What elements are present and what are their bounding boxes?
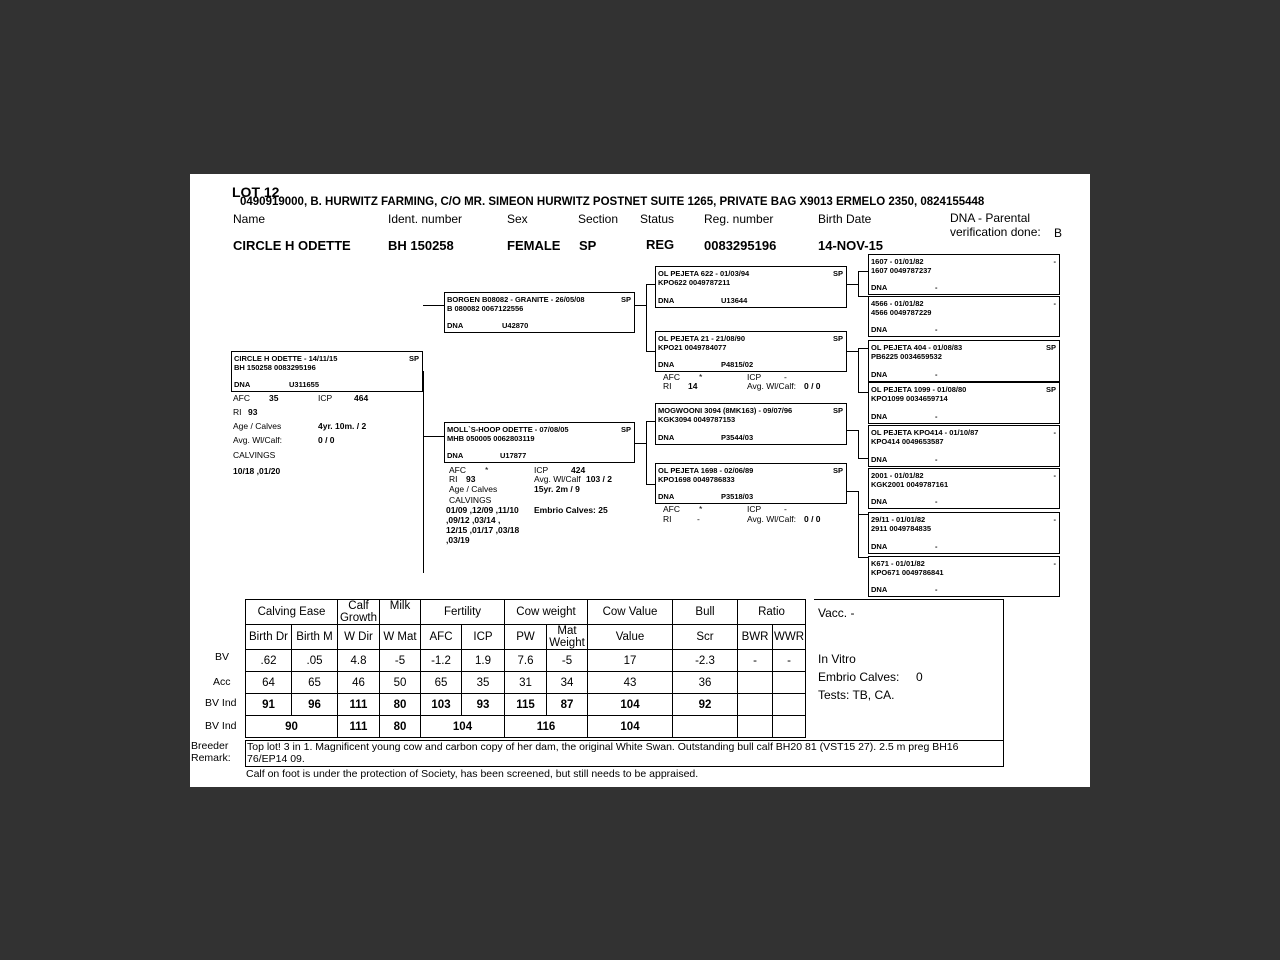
animal-avg: 0 / 0: [318, 435, 335, 445]
animal-title: CIRCLE H ODETTE - 14/11/15: [234, 354, 338, 363]
gp-title: OL PEJETA 1698 - 02/06/89: [658, 466, 754, 475]
ggp-id: 1607 0049787237: [871, 266, 932, 275]
bv-cell: -2.3: [673, 650, 738, 672]
dam-calvings-line: 12/15 ,01/17 ,03/18: [446, 525, 520, 535]
ind-cell: [773, 694, 806, 716]
value-dna: B: [1054, 226, 1063, 240]
pedigree-box-ggp: [868, 512, 1060, 554]
dam-dna-label: DNA: [447, 451, 464, 460]
acc-cell: 46: [338, 672, 380, 694]
value-reg: 0083295196: [704, 238, 777, 253]
animal-dna-value: U311655: [289, 380, 320, 389]
remark-line: Top lot! 3 in 1. Magnificent young cow and carbon copy of her dam, the original White Swan. Outstanding bull calf BH20 81 (VST15 27). 2.5 m preg BH16: [247, 741, 959, 753]
gp-afc-label: AFC: [663, 372, 680, 382]
dam-embrio-calves: Embrio Calves: 25: [534, 505, 608, 515]
dam-afc-label: AFC: [449, 465, 466, 475]
pedigree-box-grandsire-maternal: [655, 403, 847, 445]
col-birth-m: Birth M: [292, 625, 338, 650]
label-name: Name: [233, 212, 266, 226]
animal-icp-label: ICP: [318, 393, 333, 403]
acc-cell: 65: [292, 672, 338, 694]
gp-icp-label: ICP: [747, 504, 762, 514]
ind-cell: [738, 694, 773, 716]
ggp-section: -: [1053, 257, 1056, 266]
gp-section: SP: [832, 269, 843, 278]
group-bull: Bull: [673, 600, 738, 625]
ind-cell: 87: [547, 694, 588, 716]
animal-avg-label: Avg. Wl/Calf:: [233, 435, 282, 445]
gp-ri-label: RI: [663, 381, 672, 391]
ind-cell: 115: [505, 694, 547, 716]
remark-line: 76/EP14 09.: [247, 753, 305, 765]
ggp-dna-value: -: [935, 497, 938, 506]
ind-cell: 103: [421, 694, 462, 716]
ind2-cell: [738, 716, 773, 738]
animal-calvings: 10/18 ,01/20: [233, 466, 281, 476]
ggp-id: PB6225 0034659532: [871, 352, 942, 361]
gp-id: KPO622 0049787211: [658, 278, 731, 287]
gp-dna-value: P3518/03: [721, 492, 754, 501]
pedigree-box-granddam-maternal: [655, 463, 847, 504]
gp-ri-label: RI: [663, 514, 672, 524]
lot-document: [190, 174, 1090, 787]
ind2-cell: 104: [588, 716, 673, 738]
ind-cell: 104: [588, 694, 673, 716]
ggp-dna-label: DNA: [871, 585, 888, 594]
gp-icp: -: [784, 372, 787, 382]
dam-calvings-line: ,09/12 ,03/14 ,: [446, 515, 501, 525]
bv-cell: -5: [547, 650, 588, 672]
col-w-dir: W Dir: [338, 625, 380, 650]
col-mat-weight: [547, 625, 588, 650]
dam-dna-value: U17877: [500, 451, 527, 460]
sire-section: SP: [620, 295, 631, 304]
acc-cell: 36: [673, 672, 738, 694]
label-dna-verification: verification done:: [950, 225, 1041, 239]
row-bv-ind: [246, 694, 806, 716]
sire-dna-value: U42870: [502, 321, 529, 330]
value-status: REG: [646, 237, 675, 252]
col-w-mat: W Mat: [380, 625, 421, 650]
ggp-section: -: [1053, 515, 1056, 524]
col-afc: AFC: [421, 625, 462, 650]
dam-calvings-label: CALVINGS: [449, 495, 492, 505]
ind-cell: 80: [380, 694, 421, 716]
gp-avg: 0 / 0: [804, 514, 821, 524]
bv-cell: 7.6: [505, 650, 547, 672]
pedigree-box-grandsire-paternal: [655, 266, 847, 308]
gp-dna-value: U13644: [721, 296, 748, 305]
acc-cell: 34: [547, 672, 588, 694]
bv-cell: 4.8: [338, 650, 380, 672]
ggp-dna-label: DNA: [871, 497, 888, 506]
ind-cell: 93: [462, 694, 505, 716]
gp-dna-value: P4815/02: [721, 360, 754, 369]
ggp-section: SP: [1045, 343, 1056, 352]
ggp-title: 4566 - 01/01/82: [871, 299, 924, 308]
animal-icp: 464: [354, 393, 369, 403]
row-label-bv-ind: BV Ind: [205, 697, 237, 709]
dam-calvings-line: 01/09 ,12/09 ,11/10: [446, 505, 519, 515]
label-sex: Sex: [507, 212, 528, 226]
footer-note: Calf on foot is under the protection of Society, has been screened, but still needs to be appraised.: [246, 768, 699, 780]
gp-title: OL PEJETA 622 - 01/03/94: [658, 269, 750, 278]
gp-icp: -: [784, 504, 787, 514]
tests-text: Tests: TB, CA.: [818, 688, 895, 702]
col-icp: ICP: [462, 625, 505, 650]
ggp-id: KPO414 0049653587: [871, 437, 944, 446]
gp-title: OL PEJETA 21 - 21/08/90: [658, 334, 745, 343]
ind-cell: 96: [292, 694, 338, 716]
remark-label: Remark:: [191, 752, 231, 764]
sire-id: B 080082 0067122556: [447, 304, 524, 313]
gp-afc-label: AFC: [663, 504, 680, 514]
ggp-id: KPO671 0049786841: [871, 568, 944, 577]
gp-avg: 0 / 0: [804, 381, 821, 391]
ind2-cell: [773, 716, 806, 738]
dam-title: MOLL`S-HOOP ODETTE - 07/08/05: [447, 425, 569, 434]
gp-icp-label: ICP: [747, 372, 762, 382]
animal-afc-label: AFC: [233, 393, 250, 403]
mat-weight-line: Mat: [557, 625, 577, 638]
embrio-calves-label: Embrio Calves:: [818, 670, 900, 684]
col-wwr: WWR: [773, 625, 806, 650]
pedigree-box-sire: [444, 292, 635, 333]
row-label-bv: BV: [215, 651, 230, 663]
acc-cell: 35: [462, 672, 505, 694]
value-birth: 14-NOV-15: [818, 238, 884, 253]
gp-avg-label: Avg. Wl/Calf:: [747, 381, 796, 391]
ggp-id: 4566 0049787229: [871, 308, 932, 317]
ggp-title: OL PEJETA 404 - 01/08/83: [871, 343, 963, 352]
group-calving-ease: Calving Ease: [246, 600, 338, 625]
ggp-dna-value: -: [935, 455, 938, 464]
lot-number: LOT 12: [232, 184, 280, 200]
label-reg: Reg. number: [704, 212, 774, 226]
acc-cell: 43: [588, 672, 673, 694]
gp-afc: *: [699, 372, 703, 382]
acc-cell: 50: [380, 672, 421, 694]
label-section: Section: [578, 212, 619, 226]
label-dna: DNA - Parental: [950, 211, 1031, 225]
value-name: CIRCLE H ODETTE: [233, 238, 351, 253]
ggp-id: KGK2001 0049787161: [871, 480, 949, 489]
acc-cell: 65: [421, 672, 462, 694]
pedigree-box-ggp: [868, 340, 1060, 382]
dam-avg: 103 / 2: [586, 474, 612, 484]
dam-icp: 424: [571, 465, 586, 475]
group-cow-weight: Cow weight: [505, 600, 588, 625]
pedigree-box-ggp: [868, 468, 1060, 509]
ggp-title: OL PEJETA 1099 - 01/08/80: [871, 385, 967, 394]
pedigree-box-ggp: [868, 556, 1060, 597]
sire-title: BORGEN B08082 - GRANITE - 26/05/08: [447, 295, 585, 304]
ggp-dna-label: DNA: [871, 283, 888, 292]
row-acc: [246, 672, 806, 694]
owner-line: 0490919000, B. HURWITZ FARMING, C/O MR. SIMEON HURWITZ POSTNET SUITE 1265, PRIVATE BAG X9013 ERMELO 2350, 0824155448: [240, 196, 985, 208]
dam-calvings-line: ,03/19: [446, 535, 470, 545]
animal-age-label: Age / Calves: [233, 421, 282, 431]
notes-panel: [814, 599, 1004, 742]
col-scr: Scr: [673, 625, 738, 650]
ggp-section: -: [1053, 428, 1056, 437]
bv-cell: -1.2: [421, 650, 462, 672]
gp-dna-label: DNA: [658, 296, 675, 305]
gp-id: KPO21 0049784077: [658, 343, 727, 352]
dam-age-label: Age / Calves: [449, 484, 498, 494]
animal-ri-label: RI: [233, 407, 242, 417]
ggp-dna-label: DNA: [871, 325, 888, 334]
ind-cell: 91: [246, 694, 292, 716]
dam-ri-label: RI: [449, 474, 458, 484]
ggp-section: -: [1053, 559, 1056, 568]
gp-dna-label: DNA: [658, 360, 675, 369]
animal-id: BH 150258 0083295196: [234, 363, 316, 372]
row-label-acc: Acc: [213, 676, 231, 688]
value-sex: FEMALE: [507, 238, 561, 253]
ggp-section: SP: [1045, 385, 1056, 394]
value-ident: BH 150258: [388, 238, 454, 253]
acc-cell: 64: [246, 672, 292, 694]
dam-age: 15yr. 2m / 9: [534, 484, 580, 494]
pedigree-box-ggp: [868, 425, 1060, 467]
pedigree-box-ggp: [868, 382, 1060, 424]
bv-cell: .05: [292, 650, 338, 672]
gp-dna-value: P3544/03: [721, 433, 754, 442]
ind-cell: 92: [673, 694, 738, 716]
animal-afc: 35: [269, 393, 279, 403]
ggp-title: 29/11 - 01/01/82: [871, 515, 926, 524]
ggp-dna-value: -: [935, 585, 938, 594]
ind2-cell: 111: [338, 716, 380, 738]
bv-cell: 17: [588, 650, 673, 672]
label-status: Status: [640, 212, 675, 226]
gp-afc: *: [699, 504, 703, 514]
animal-dna-label: DNA: [234, 380, 251, 389]
pedigree-box-ggp: [868, 254, 1060, 295]
dam-afc: *: [485, 465, 489, 475]
gp-ri: 14: [688, 381, 698, 391]
group-ratio: Ratio: [738, 600, 806, 625]
ggp-dna-label: DNA: [871, 412, 888, 421]
pedigree-box-ggp: [868, 296, 1060, 337]
bv-cell: 1.9: [462, 650, 505, 672]
sire-dna-label: DNA: [447, 321, 464, 330]
ind2-cell: 80: [380, 716, 421, 738]
acc-cell: 31: [505, 672, 547, 694]
row-bv-ind-combined: [246, 716, 806, 738]
breeding-values-table: [245, 599, 806, 738]
embrio-calves-value: 0: [916, 670, 923, 684]
bv-cell: -5: [380, 650, 421, 672]
row-bv: [246, 650, 806, 672]
group-cow-value: Cow Value: [588, 600, 673, 625]
group-calf-growth: [338, 600, 380, 625]
gp-avg-label: Avg. Wl/Calf:: [747, 514, 796, 524]
animal-section: SP: [408, 354, 419, 363]
gp-dna-label: DNA: [658, 492, 675, 501]
col-value: Value: [588, 625, 673, 650]
col-birth-dr: Birth Dr: [246, 625, 292, 650]
group-milk: Milk: [380, 600, 421, 625]
animal-ri: 93: [248, 407, 258, 417]
gp-title: MOGWOONI 3094 (8MK163) - 09/07/96: [658, 406, 793, 415]
calf-growth-line: Calf: [348, 600, 369, 612]
ind2-cell: 104: [421, 716, 505, 738]
ggp-dna-value: -: [935, 542, 938, 551]
animal-calvings-label: CALVINGS: [233, 450, 276, 460]
ggp-title: 2001 - 01/01/82: [871, 471, 924, 480]
value-section: SP: [579, 238, 597, 253]
ggp-dna-value: -: [935, 283, 938, 292]
acc-cell: [738, 672, 773, 694]
ggp-title: 1607 - 01/01/82: [871, 257, 924, 266]
gp-id: KGK3094 0049787153: [658, 415, 736, 424]
gp-section: SP: [832, 406, 843, 415]
ggp-dna-label: DNA: [871, 542, 888, 551]
acc-cell: [773, 672, 806, 694]
ind2-cell: 116: [505, 716, 588, 738]
ggp-section: -: [1053, 299, 1056, 308]
col-bwr: BWR: [738, 625, 773, 650]
dam-icp-label: ICP: [534, 465, 549, 475]
row-label-bv-ind-2: BV Ind: [205, 720, 237, 732]
ggp-section: -: [1053, 471, 1056, 480]
bv-cell: -: [773, 650, 806, 672]
vacc-text: Vacc. -: [818, 606, 855, 620]
gp-id: KPO1698 0049786833: [658, 475, 735, 484]
remark-box: [245, 740, 1004, 767]
ggp-title: K671 - 01/01/82: [871, 559, 925, 568]
ggp-id: KPO1099 0034659714: [871, 394, 948, 403]
ggp-dna-label: DNA: [871, 455, 888, 464]
breeder-label: Breeder: [191, 740, 229, 752]
label-birth: Birth Date: [818, 212, 872, 226]
gp-section: SP: [832, 334, 843, 343]
ind2-cell: 90: [246, 716, 338, 738]
ggp-dna-value: -: [935, 325, 938, 334]
mat-weight-line: Weight: [549, 637, 585, 650]
gp-dna-label: DNA: [658, 433, 675, 442]
group-fertility: Fertility: [421, 600, 505, 625]
dam-section: SP: [620, 425, 631, 434]
ggp-dna-value: -: [935, 370, 938, 379]
dam-ri: 93: [466, 474, 476, 484]
ind-cell: 111: [338, 694, 380, 716]
ggp-title: OL PEJETA KPO414 - 01/10/87: [871, 428, 979, 437]
bv-cell: .62: [246, 650, 292, 672]
ggp-dna-label: DNA: [871, 370, 888, 379]
label-ident: Ident. number: [388, 212, 463, 226]
dam-id: MHB 050005 0062803119: [447, 434, 535, 443]
bv-cell: -: [738, 650, 773, 672]
gp-section: SP: [832, 466, 843, 475]
dam-avg-label: Avg. Wl/Calf: [534, 474, 581, 484]
col-pw: PW: [505, 625, 547, 650]
in-vitro-text: In Vitro: [818, 652, 856, 666]
ggp-dna-value: -: [935, 412, 938, 421]
calf-growth-line: Growth: [339, 612, 378, 625]
ggp-id: 2911 0049784835: [871, 524, 932, 533]
pedigree-box-dam: [444, 422, 635, 463]
pedigree-box-animal: [231, 351, 423, 392]
gp-ri: -: [697, 514, 700, 524]
pedigree-box-granddam-paternal: [655, 331, 847, 372]
ind2-cell: [673, 716, 738, 738]
animal-age: 4yr. 10m. / 2: [318, 421, 367, 431]
